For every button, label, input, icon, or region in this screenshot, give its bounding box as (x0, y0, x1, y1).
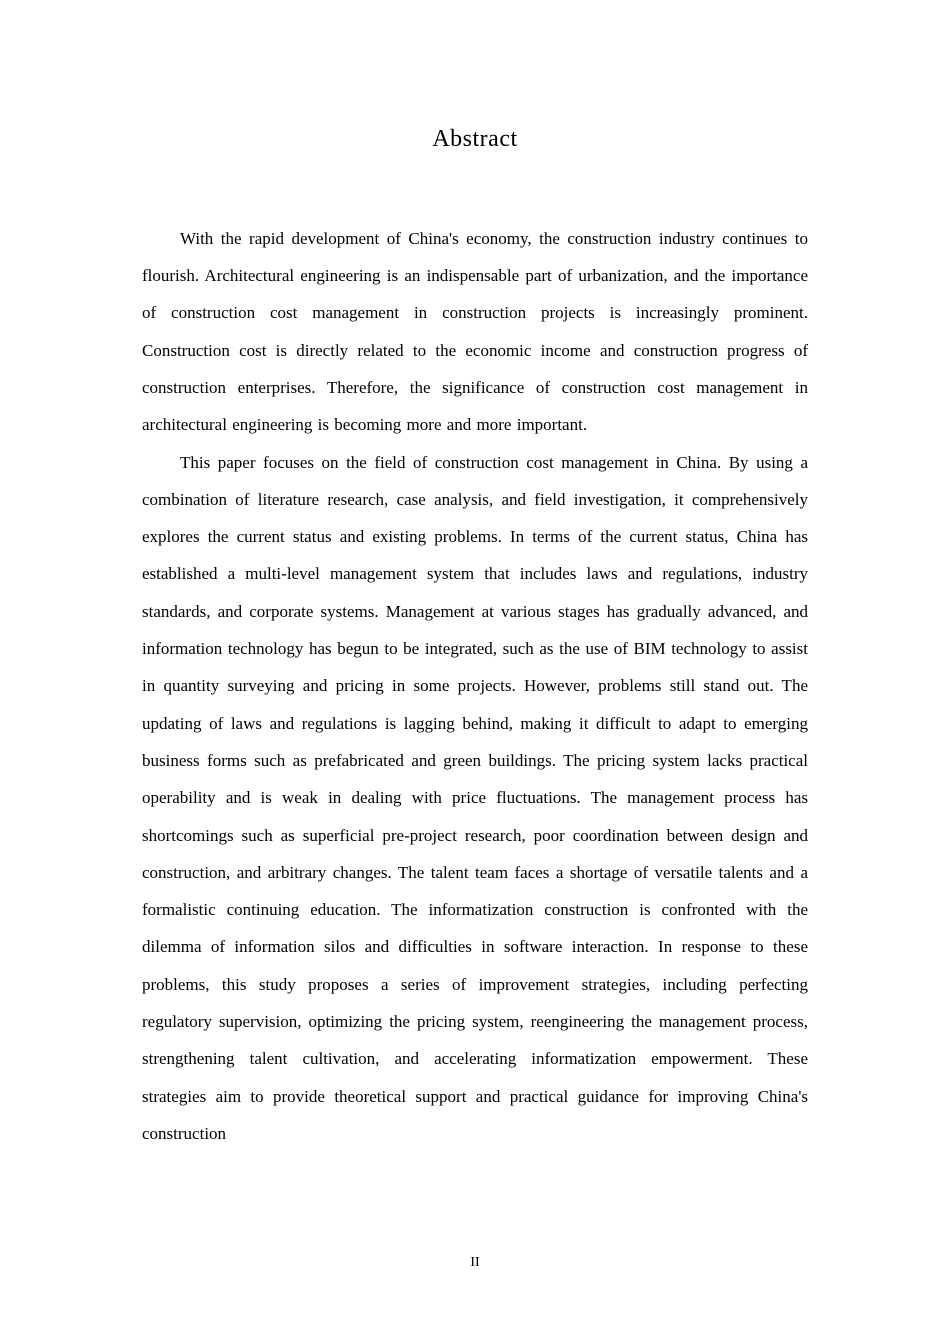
page-number: II (470, 1255, 480, 1270)
page-title: Abstract (432, 126, 518, 152)
abstract-body (142, 220, 808, 1152)
abstract-paragraph-1: With the rapid development of China's economy, the construction industry continues to flourish. Architectural engineering is an indispensable part of urbanization, and the importance of construction cost management in construction projects is increasingly prominent. Construction cost is directly related to the economic income and construction progress of construction enterprises. Therefore, the significance of construction cost management in architectural engineering is becoming more and more important. (142, 228, 808, 435)
abstract-paragraph-2: This paper focuses on the field of construction cost management in China. By using a combination of literature research, case analysis, and field investigation, it comprehensively explores the current status and existing problems. In terms of the current status, China has established a multi-level management system that includes laws and regulations, industry standards, and corporate systems. Management at various stages has gradually advanced, and information technology has begun to be integrated, such as the use of BIM technology to assist in quantity surveying and pricing in some projects. However, problems still stand out. The updating of laws and regulations is lagging behind, making it difficult to adapt to emerging business forms such as prefabricated and green buildings. The pricing system lacks practical operability and is weak in dealing with price fluctuations. The management process has shortcomings such as superficial pre-project research, poor coordination between design and construction, and arbitrary changes. The talent team faces a shortage of versatile talents and a formalistic continuing education. The informatization construction is confronted with the dilemma of information silos and difficulties in software interaction. In response to these problems, this study proposes a series of improvement strategies, including perfecting regulatory supervision, optimizing the pricing system, reengineering the management process, strengthening talent cultivation, and accelerating informatization empowerment. These strategies aim to provide theoretical support and practical guidance for improving China's construction (142, 452, 808, 1143)
